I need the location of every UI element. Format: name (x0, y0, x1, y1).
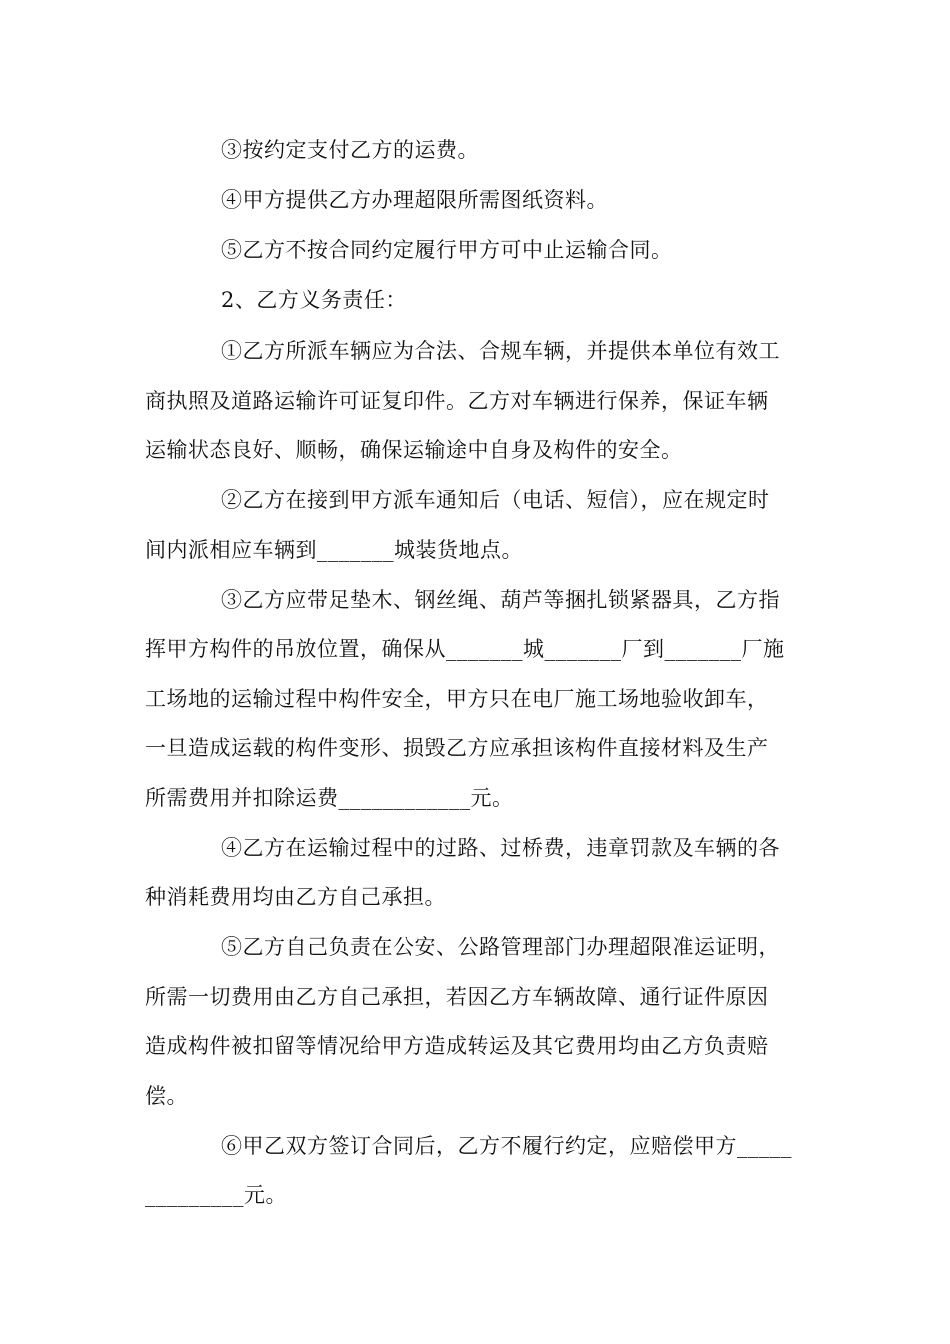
clause-5-line-3: 造成构件被扣留等情况给甲方造成转运及其它费用均由乙方负责赔 (145, 1034, 769, 1058)
clause-3-line-3: 工场地的运输过程中构件安全，甲方只在电厂施工场地验收卸车， (145, 687, 769, 711)
clause-6-line-2: _________元。 (145, 1183, 287, 1207)
clause-6-line-1: ⑥甲乙双方签订合同后，乙方不履行约定，应赔偿甲方_____ (221, 1134, 792, 1158)
obligation-item-5: ⑤乙方不按合同约定履行甲方可中止运输合同。 (221, 238, 673, 262)
section-heading: 2、乙方义务责任： (221, 288, 407, 312)
clause-2-line-1: ②乙方在接到甲方派车通知后（电话、短信），应在规定时 (221, 488, 770, 512)
clause-5-line-2: 所需一切费用由乙方自己承担，若因乙方车辆故障、通行证件原因 (145, 985, 769, 1009)
clause-3-line-1: ③乙方应带足垫木、钢丝绳、葫芦等捆扎锁紧器具，乙方指 (221, 588, 780, 612)
clause-1-line-3: 运输状态良好、顺畅，确保运输途中自身及构件的安全。 (145, 438, 683, 462)
clause-5-line-4: 偿。 (145, 1084, 188, 1108)
clause-3-line-4: 一旦造成运载的构件变形、损毁乙方应承担该构件直接材料及生产 (145, 736, 769, 760)
clause-3-line-2: 挥甲方构件的吊放位置，确保从_______城_______厂到_______厂施 (145, 637, 785, 661)
obligation-item-4: ④甲方提供乙方办理超限所需图纸资料。 (221, 188, 608, 212)
clause-1-line-2: 商执照及道路运输许可证复印件。乙方对车辆进行保养，保证车辆 (145, 389, 769, 413)
obligation-item-3: ③按约定支付乙方的运费。 (221, 138, 479, 162)
clause-3-line-5: 所需费用并扣除运费____________元。 (145, 786, 514, 810)
clause-4-line-2: 种消耗费用均由乙方自己承担。 (145, 885, 446, 909)
clause-5-line-1: ⑤乙方自己负责在公安、公路管理部门办理超限准运证明， (221, 935, 780, 959)
clause-2-line-2: 间内派相应车辆到_______城装货地点。 (145, 538, 523, 562)
clause-1-line-1: ①乙方所派车辆应为合法、合规车辆，并提供本单位有效工 (221, 339, 780, 363)
clause-4-line-1: ④乙方在运输过程中的过路、过桥费，违章罚款及车辆的各 (221, 836, 780, 860)
